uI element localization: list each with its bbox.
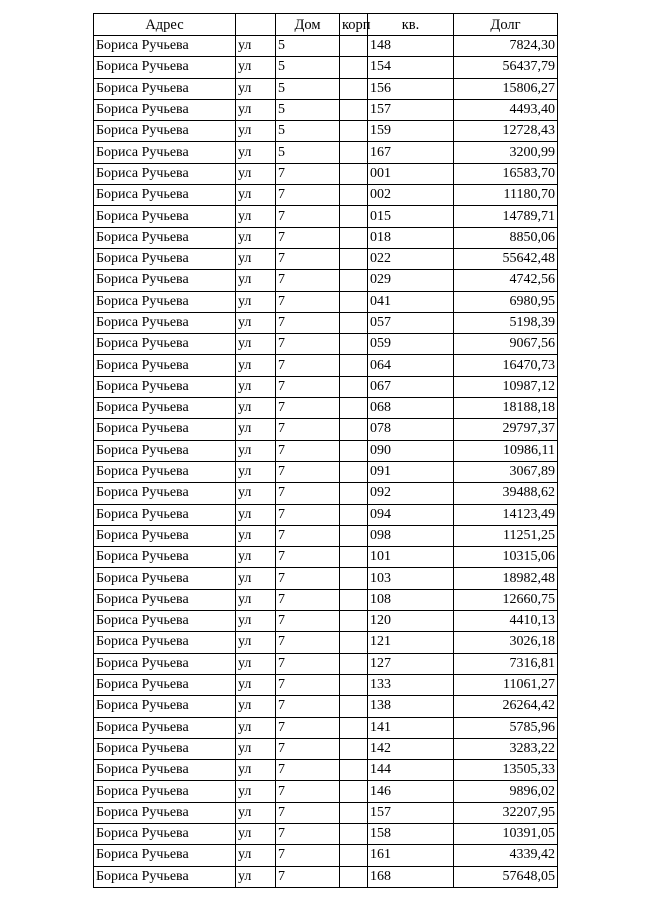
table-body [94, 36, 558, 888]
cell-house: 7 [276, 206, 340, 227]
cell-street: Бориса Ручьева [94, 738, 236, 759]
header-house: Дом [276, 14, 340, 36]
cell-building [340, 781, 368, 802]
cell-street-type: ул [236, 738, 276, 759]
table-row [94, 376, 558, 397]
cell-street: Бориса Ручьева [94, 696, 236, 717]
cell-street: Бориса Ручьева [94, 653, 236, 674]
cell-street: Бориса Ручьева [94, 674, 236, 695]
cell-street: Бориса Ручьева [94, 398, 236, 419]
cell-apartment: 161 [368, 845, 454, 866]
cell-debt: 7316,81 [454, 653, 558, 674]
cell-house: 7 [276, 632, 340, 653]
table-row [94, 248, 558, 269]
cell-street: Бориса Ручьева [94, 121, 236, 142]
cell-street: Бориса Ручьева [94, 163, 236, 184]
cell-apartment: 091 [368, 461, 454, 482]
cell-house: 7 [276, 376, 340, 397]
cell-house: 7 [276, 355, 340, 376]
table-row [94, 504, 558, 525]
cell-apartment: 022 [368, 248, 454, 269]
cell-street: Бориса Ручьева [94, 483, 236, 504]
cell-street-type: ул [236, 504, 276, 525]
cell-building [340, 547, 368, 568]
cell-apartment: 133 [368, 674, 454, 695]
table-row [94, 57, 558, 78]
cell-debt: 3283,22 [454, 738, 558, 759]
cell-street: Бориса Ручьева [94, 57, 236, 78]
cell-apartment: 146 [368, 781, 454, 802]
cell-street-type: ул [236, 547, 276, 568]
table-row [94, 142, 558, 163]
cell-street: Бориса Ручьева [94, 185, 236, 206]
cell-debt: 57648,05 [454, 866, 558, 887]
cell-building [340, 461, 368, 482]
cell-street: Бориса Ручьева [94, 611, 236, 632]
cell-apartment: 159 [368, 121, 454, 142]
table-row [94, 440, 558, 461]
cell-house: 7 [276, 760, 340, 781]
cell-debt: 5198,39 [454, 312, 558, 333]
table-row [94, 185, 558, 206]
table-row [94, 674, 558, 695]
cell-street: Бориса Ручьева [94, 376, 236, 397]
cell-apartment: 092 [368, 483, 454, 504]
cell-street: Бориса Ручьева [94, 802, 236, 823]
cell-apartment: 098 [368, 525, 454, 546]
cell-apartment: 127 [368, 653, 454, 674]
cell-debt: 14789,71 [454, 206, 558, 227]
cell-street: Бориса Ручьева [94, 334, 236, 355]
cell-house: 7 [276, 717, 340, 738]
debt-table [93, 13, 558, 888]
cell-apartment: 142 [368, 738, 454, 759]
cell-debt: 15806,27 [454, 78, 558, 99]
cell-house: 7 [276, 547, 340, 568]
cell-building [340, 611, 368, 632]
cell-street-type: ул [236, 270, 276, 291]
cell-house: 7 [276, 802, 340, 823]
cell-house: 7 [276, 163, 340, 184]
cell-apartment: 138 [368, 696, 454, 717]
cell-debt: 3067,89 [454, 461, 558, 482]
cell-street-type: ул [236, 334, 276, 355]
cell-apartment: 157 [368, 802, 454, 823]
cell-building [340, 248, 368, 269]
cell-apartment: 103 [368, 568, 454, 589]
cell-building [340, 57, 368, 78]
cell-house: 7 [276, 525, 340, 546]
cell-house: 7 [276, 653, 340, 674]
cell-debt: 4339,42 [454, 845, 558, 866]
cell-debt: 11251,25 [454, 525, 558, 546]
cell-house: 7 [276, 589, 340, 610]
cell-apartment: 059 [368, 334, 454, 355]
cell-apartment: 168 [368, 866, 454, 887]
cell-apartment: 068 [368, 398, 454, 419]
cell-street-type: ул [236, 760, 276, 781]
cell-apartment: 015 [368, 206, 454, 227]
cell-street-type: ул [236, 674, 276, 695]
table-row [94, 589, 558, 610]
cell-street: Бориса Ручьева [94, 823, 236, 844]
cell-street-type: ул [236, 376, 276, 397]
table-row [94, 163, 558, 184]
cell-street-type: ул [236, 355, 276, 376]
cell-building [340, 163, 368, 184]
table-row [94, 717, 558, 738]
cell-house: 7 [276, 696, 340, 717]
table-header [94, 14, 558, 36]
cell-building [340, 227, 368, 248]
cell-street-type: ул [236, 121, 276, 142]
cell-street-type: ул [236, 525, 276, 546]
cell-debt: 55642,48 [454, 248, 558, 269]
cell-street-type: ул [236, 461, 276, 482]
header-street-type [236, 14, 276, 36]
cell-street: Бориса Ручьева [94, 270, 236, 291]
table-row [94, 760, 558, 781]
cell-debt: 4742,56 [454, 270, 558, 291]
cell-building [340, 568, 368, 589]
cell-debt: 10987,12 [454, 376, 558, 397]
cell-debt: 8850,06 [454, 227, 558, 248]
cell-apartment: 141 [368, 717, 454, 738]
table-row [94, 270, 558, 291]
cell-house: 7 [276, 461, 340, 482]
cell-street-type: ул [236, 589, 276, 610]
cell-street-type: ул [236, 398, 276, 419]
table-row [94, 696, 558, 717]
cell-house: 7 [276, 185, 340, 206]
cell-house: 7 [276, 483, 340, 504]
cell-apartment: 101 [368, 547, 454, 568]
cell-street-type: ул [236, 696, 276, 717]
cell-street-type: ул [236, 611, 276, 632]
cell-apartment: 067 [368, 376, 454, 397]
cell-debt: 32207,95 [454, 802, 558, 823]
cell-street: Бориса Ручьева [94, 589, 236, 610]
cell-building [340, 376, 368, 397]
cell-building [340, 696, 368, 717]
cell-street-type: ул [236, 227, 276, 248]
cell-apartment: 078 [368, 419, 454, 440]
table-row [94, 866, 558, 887]
cell-debt: 11180,70 [454, 185, 558, 206]
cell-debt: 9067,56 [454, 334, 558, 355]
table-row [94, 312, 558, 333]
cell-building [340, 312, 368, 333]
cell-street: Бориса Ручьева [94, 206, 236, 227]
table-row [94, 611, 558, 632]
table-row [94, 845, 558, 866]
cell-building [340, 504, 368, 525]
cell-house: 7 [276, 845, 340, 866]
cell-apartment: 057 [368, 312, 454, 333]
cell-street: Бориса Ручьева [94, 440, 236, 461]
cell-house: 7 [276, 781, 340, 802]
cell-street: Бориса Ручьева [94, 717, 236, 738]
cell-street-type: ул [236, 78, 276, 99]
cell-apartment: 064 [368, 355, 454, 376]
cell-street-type: ул [236, 291, 276, 312]
cell-debt: 14123,49 [454, 504, 558, 525]
cell-street-type: ул [236, 185, 276, 206]
cell-street-type: ул [236, 312, 276, 333]
cell-debt: 7824,30 [454, 36, 558, 57]
cell-street-type: ул [236, 57, 276, 78]
cell-street-type: ул [236, 717, 276, 738]
cell-street-type: ул [236, 99, 276, 120]
cell-street-type: ул [236, 206, 276, 227]
cell-building [340, 525, 368, 546]
cell-building [340, 36, 368, 57]
cell-debt: 39488,62 [454, 483, 558, 504]
cell-building [340, 802, 368, 823]
cell-street: Бориса Ручьева [94, 504, 236, 525]
cell-house: 5 [276, 99, 340, 120]
cell-debt: 29797,37 [454, 419, 558, 440]
cell-apartment: 002 [368, 185, 454, 206]
cell-house: 7 [276, 823, 340, 844]
cell-house: 5 [276, 57, 340, 78]
cell-apartment: 121 [368, 632, 454, 653]
cell-street: Бориса Ручьева [94, 845, 236, 866]
cell-house: 7 [276, 291, 340, 312]
table-row [94, 121, 558, 142]
table-row [94, 78, 558, 99]
table-row [94, 227, 558, 248]
cell-house: 7 [276, 440, 340, 461]
cell-house: 7 [276, 334, 340, 355]
cell-street: Бориса Ручьева [94, 419, 236, 440]
cell-debt: 9896,02 [454, 781, 558, 802]
table-row [94, 398, 558, 419]
cell-apartment: 154 [368, 57, 454, 78]
cell-apartment: 156 [368, 78, 454, 99]
cell-street: Бориса Ручьева [94, 78, 236, 99]
cell-street-type: ул [236, 440, 276, 461]
cell-apartment: 029 [368, 270, 454, 291]
cell-debt: 6980,95 [454, 291, 558, 312]
cell-street: Бориса Ручьева [94, 525, 236, 546]
header-apartment: кв. [368, 14, 454, 36]
cell-house: 7 [276, 504, 340, 525]
cell-building [340, 589, 368, 610]
cell-house: 7 [276, 419, 340, 440]
table-row [94, 547, 558, 568]
cell-building [340, 99, 368, 120]
cell-debt: 3200,99 [454, 142, 558, 163]
cell-street-type: ул [236, 419, 276, 440]
cell-debt: 4493,40 [454, 99, 558, 120]
table-row [94, 483, 558, 504]
cell-house: 7 [276, 248, 340, 269]
table-row [94, 36, 558, 57]
cell-house: 7 [276, 611, 340, 632]
cell-building [340, 738, 368, 759]
cell-street: Бориса Ручьева [94, 312, 236, 333]
cell-building [340, 419, 368, 440]
cell-building [340, 674, 368, 695]
cell-apartment: 108 [368, 589, 454, 610]
table-row [94, 334, 558, 355]
cell-house: 7 [276, 312, 340, 333]
cell-street: Бориса Ручьева [94, 781, 236, 802]
cell-house: 5 [276, 36, 340, 57]
cell-debt: 56437,79 [454, 57, 558, 78]
table-row [94, 206, 558, 227]
header-address: Адрес [94, 14, 236, 36]
cell-debt: 12728,43 [454, 121, 558, 142]
cell-street: Бориса Ручьева [94, 291, 236, 312]
cell-debt: 16470,73 [454, 355, 558, 376]
cell-street: Бориса Ручьева [94, 760, 236, 781]
cell-building [340, 121, 368, 142]
header-row [94, 14, 558, 36]
cell-street: Бориса Ручьева [94, 866, 236, 887]
cell-debt: 13505,33 [454, 760, 558, 781]
cell-apartment: 158 [368, 823, 454, 844]
cell-street: Бориса Ручьева [94, 99, 236, 120]
cell-street-type: ул [236, 248, 276, 269]
cell-building [340, 632, 368, 653]
cell-street-type: ул [236, 163, 276, 184]
cell-street-type: ул [236, 483, 276, 504]
cell-house: 7 [276, 568, 340, 589]
table-row [94, 781, 558, 802]
cell-apartment: 144 [368, 760, 454, 781]
cell-street: Бориса Ручьева [94, 547, 236, 568]
cell-building [340, 206, 368, 227]
cell-street: Бориса Ручьева [94, 142, 236, 163]
cell-street: Бориса Ручьева [94, 461, 236, 482]
table-row [94, 802, 558, 823]
cell-building [340, 355, 368, 376]
cell-street: Бориса Ручьева [94, 632, 236, 653]
table-row [94, 738, 558, 759]
cell-debt: 3026,18 [454, 632, 558, 653]
cell-debt: 10986,11 [454, 440, 558, 461]
cell-apartment: 148 [368, 36, 454, 57]
cell-building [340, 334, 368, 355]
cell-house: 5 [276, 78, 340, 99]
cell-debt: 26264,42 [454, 696, 558, 717]
cell-house: 5 [276, 142, 340, 163]
table-row [94, 525, 558, 546]
cell-debt: 10315,06 [454, 547, 558, 568]
cell-street-type: ул [236, 781, 276, 802]
cell-apartment: 001 [368, 163, 454, 184]
table-row [94, 355, 558, 376]
cell-house: 7 [276, 866, 340, 887]
cell-building [340, 823, 368, 844]
cell-street: Бориса Ручьева [94, 227, 236, 248]
cell-building [340, 866, 368, 887]
cell-house: 7 [276, 270, 340, 291]
cell-street-type: ул [236, 823, 276, 844]
table-row [94, 419, 558, 440]
cell-house: 7 [276, 398, 340, 419]
cell-building [340, 653, 368, 674]
cell-apartment: 094 [368, 504, 454, 525]
cell-street-type: ул [236, 866, 276, 887]
cell-street-type: ул [236, 142, 276, 163]
cell-building [340, 760, 368, 781]
cell-debt: 16583,70 [454, 163, 558, 184]
header-debt: Долг [454, 14, 558, 36]
cell-debt: 5785,96 [454, 717, 558, 738]
cell-debt: 10391,05 [454, 823, 558, 844]
cell-building [340, 398, 368, 419]
cell-building [340, 78, 368, 99]
cell-debt: 12660,75 [454, 589, 558, 610]
table-row [94, 823, 558, 844]
cell-building [340, 270, 368, 291]
cell-building [340, 291, 368, 312]
cell-debt: 18188,18 [454, 398, 558, 419]
cell-building [340, 717, 368, 738]
table-row [94, 99, 558, 120]
cell-street: Бориса Ручьева [94, 36, 236, 57]
cell-house: 7 [276, 674, 340, 695]
cell-building [340, 142, 368, 163]
cell-debt: 18982,48 [454, 568, 558, 589]
cell-house: 5 [276, 121, 340, 142]
cell-street-type: ул [236, 802, 276, 823]
header-building: корп [340, 14, 368, 36]
cell-building [340, 845, 368, 866]
cell-building [340, 483, 368, 504]
cell-building [340, 440, 368, 461]
cell-house: 7 [276, 738, 340, 759]
table-row [94, 291, 558, 312]
cell-street-type: ул [236, 653, 276, 674]
cell-apartment: 167 [368, 142, 454, 163]
cell-apartment: 157 [368, 99, 454, 120]
cell-debt: 11061,27 [454, 674, 558, 695]
table-row [94, 653, 558, 674]
cell-street-type: ул [236, 36, 276, 57]
cell-house: 7 [276, 227, 340, 248]
cell-street-type: ул [236, 632, 276, 653]
cell-street-type: ул [236, 568, 276, 589]
cell-street: Бориса Ручьева [94, 355, 236, 376]
cell-debt: 4410,13 [454, 611, 558, 632]
cell-building [340, 185, 368, 206]
cell-street-type: ул [236, 845, 276, 866]
cell-street: Бориса Ручьева [94, 568, 236, 589]
cell-apartment: 041 [368, 291, 454, 312]
cell-apartment: 090 [368, 440, 454, 461]
table-row [94, 461, 558, 482]
table-row [94, 568, 558, 589]
cell-street: Бориса Ручьева [94, 248, 236, 269]
table-row [94, 632, 558, 653]
cell-apartment: 120 [368, 611, 454, 632]
cell-apartment: 018 [368, 227, 454, 248]
